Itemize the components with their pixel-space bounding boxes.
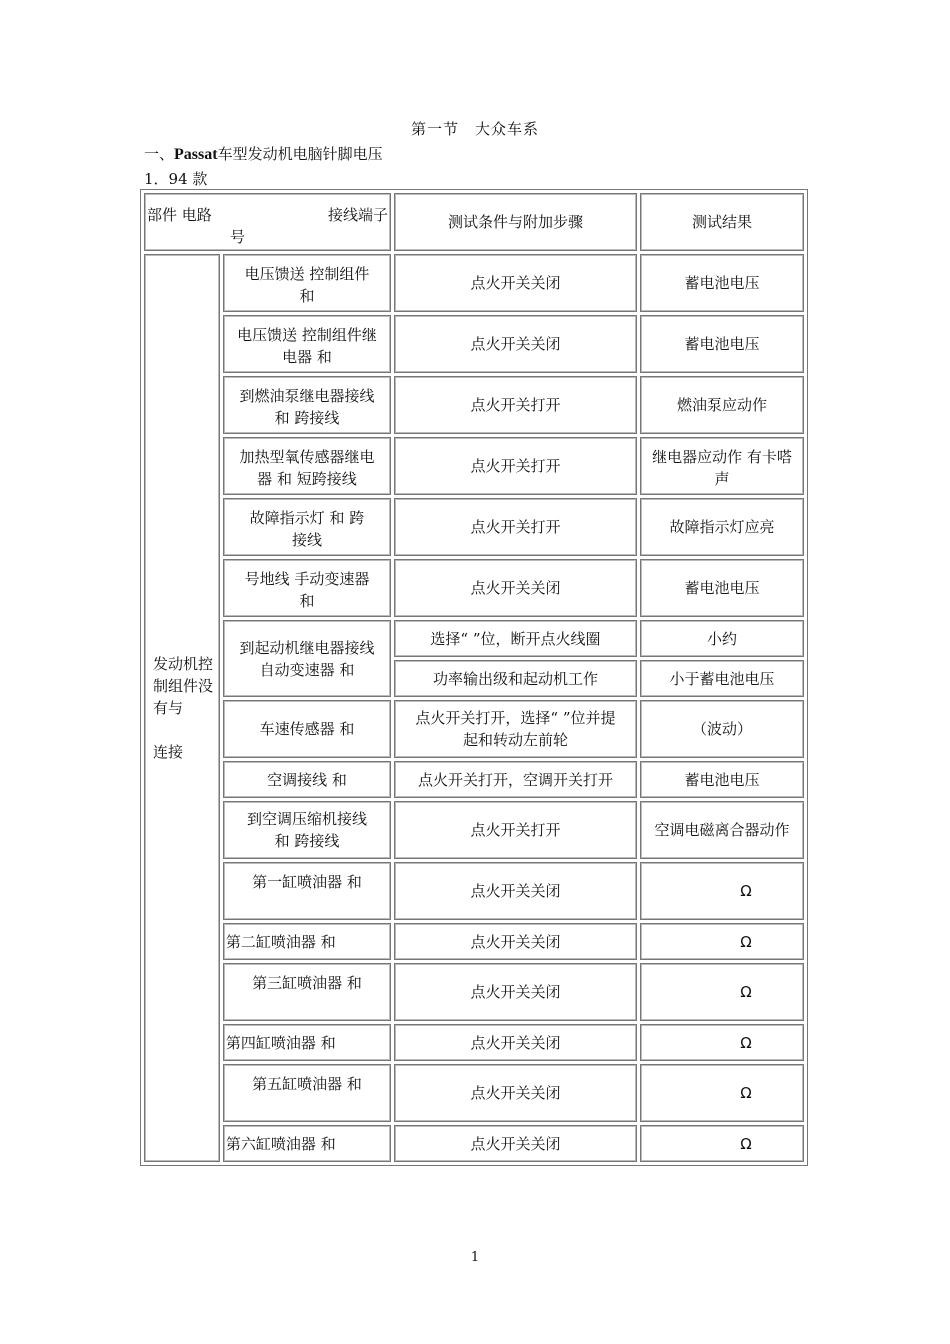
condition-cell: 点火开关打开，选择“ ”位并提 起和转动左前轮	[394, 700, 637, 758]
result-cell: 燃油泵应动作	[640, 376, 804, 434]
result-cell: 蓄电池电压	[640, 315, 804, 373]
circuit-cell: 空调接线 和	[223, 761, 391, 798]
condition-cell: 点火开关打开，空调开关打开	[394, 761, 637, 798]
result-cell: Ω	[640, 923, 804, 960]
result-cell: Ω	[640, 1125, 804, 1162]
condition-cell: 点火开关打开	[394, 801, 637, 859]
page-number: 1	[470, 1250, 480, 1265]
header-condition: 测试条件与附加步骤	[394, 193, 637, 251]
condition-cell: 选择“ ”位，断开点火线圈	[394, 620, 637, 657]
circuit-cell: 到燃油泵继电器接线 和 跨接线	[223, 376, 391, 434]
header-result: 测试结果	[640, 193, 804, 251]
circuit-cell: 第二缸喷油器 和	[223, 923, 391, 960]
result-cell: Ω	[640, 1064, 804, 1122]
condition-cell: 点火开关关闭	[394, 315, 637, 373]
document-heading	[144, 143, 383, 164]
table-row	[144, 963, 804, 1021]
condition-cell: 点火开关关闭	[394, 1125, 637, 1162]
circuit-cell: 第四缸喷油器 和	[223, 1024, 391, 1061]
circuit-cell: 电压馈送 控制组件继 电器 和	[223, 315, 391, 373]
table-row	[144, 801, 804, 859]
circuit-cell: 第一缸喷油器 和	[223, 862, 391, 920]
circuit-cell: 加热型氧传感器继电 器 和 短跨接线	[223, 437, 391, 495]
result-cell: Ω	[640, 1024, 804, 1061]
table-row	[144, 1024, 804, 1061]
heading-model: Passat	[174, 146, 218, 163]
circuit-cell: 电压馈送 控制组件 和	[223, 254, 391, 312]
condition-cell: 点火开关关闭	[394, 1024, 637, 1061]
condition-cell: 点火开关关闭	[394, 862, 637, 920]
table-row	[144, 700, 804, 758]
circuit-cell: 第三缸喷油器 和	[223, 963, 391, 1021]
result-cell: 小于蓄电池电压	[640, 660, 804, 697]
result-cell: 蓄电池电压	[640, 761, 804, 798]
circuit-cell: 到空调压缩机接线 和 跨接线	[223, 801, 391, 859]
table-row	[144, 1064, 804, 1122]
circuit-cell: 故障指示灯 和 跨 接线	[223, 498, 391, 556]
component-label: 发动机控制组件没有与 连接	[153, 655, 214, 761]
condition-cell: 点火开关打开	[394, 498, 637, 556]
result-cell: 蓄电池电压	[640, 254, 804, 312]
circuit-cell: 第六缸喷油器 和	[223, 1125, 391, 1162]
table-row	[144, 923, 804, 960]
table-row	[144, 862, 804, 920]
table-row	[144, 498, 804, 556]
section-title: 第一节 大众车系	[410, 120, 539, 138]
pin-voltage-table	[140, 189, 808, 1166]
condition-cell: 功率输出级和起动机工作	[394, 660, 637, 697]
condition-cell: 点火开关关闭	[394, 923, 637, 960]
table-row	[144, 254, 804, 312]
header-terminal-label: 接线端子	[327, 206, 388, 224]
result-cell: 故障指示灯应亮	[640, 498, 804, 556]
component-cell	[144, 254, 220, 1162]
condition-cell: 点火开关关闭	[394, 254, 637, 312]
table-row	[144, 559, 804, 617]
circuit-cell: 到起动机继电器接线 自动变速器 和	[223, 620, 391, 697]
circuit-cell: 车速传感器 和	[223, 700, 391, 758]
table-row	[144, 376, 804, 434]
table-row	[144, 761, 804, 798]
header-component-label: 部件 电路	[147, 206, 212, 224]
result-cell: Ω	[640, 862, 804, 920]
subheading: 1．94 款	[144, 170, 208, 188]
circuit-cell: 号地线 手动变速器 和	[223, 559, 391, 617]
condition-cell: 点火开关关闭	[394, 559, 637, 617]
table-row	[144, 437, 804, 495]
condition-cell: 点火开关打开	[394, 376, 637, 434]
heading-prefix: 一、	[144, 145, 175, 163]
result-cell: 空调电磁离合器动作	[640, 801, 804, 859]
table-row	[144, 620, 804, 657]
result-cell: 小约	[640, 620, 804, 657]
table-row	[144, 1125, 804, 1162]
heading-text: 车型发动机电脑针脚电压	[217, 145, 383, 163]
condition-cell: 点火开关关闭	[394, 1064, 637, 1122]
result-cell: （波动）	[640, 700, 804, 758]
result-cell: Ω	[640, 963, 804, 1021]
table-row	[144, 315, 804, 373]
header-number-label: 号	[229, 228, 245, 246]
condition-cell: 点火开关关闭	[394, 963, 637, 1021]
circuit-cell: 第五缸喷油器 和	[223, 1064, 391, 1122]
header-component-circuit	[144, 193, 391, 251]
result-cell: 蓄电池电压	[640, 559, 804, 617]
table-header-row	[144, 193, 804, 251]
condition-cell: 点火开关打开	[394, 437, 637, 495]
result-cell: 继电器应动作 有卡嗒 声	[640, 437, 804, 495]
